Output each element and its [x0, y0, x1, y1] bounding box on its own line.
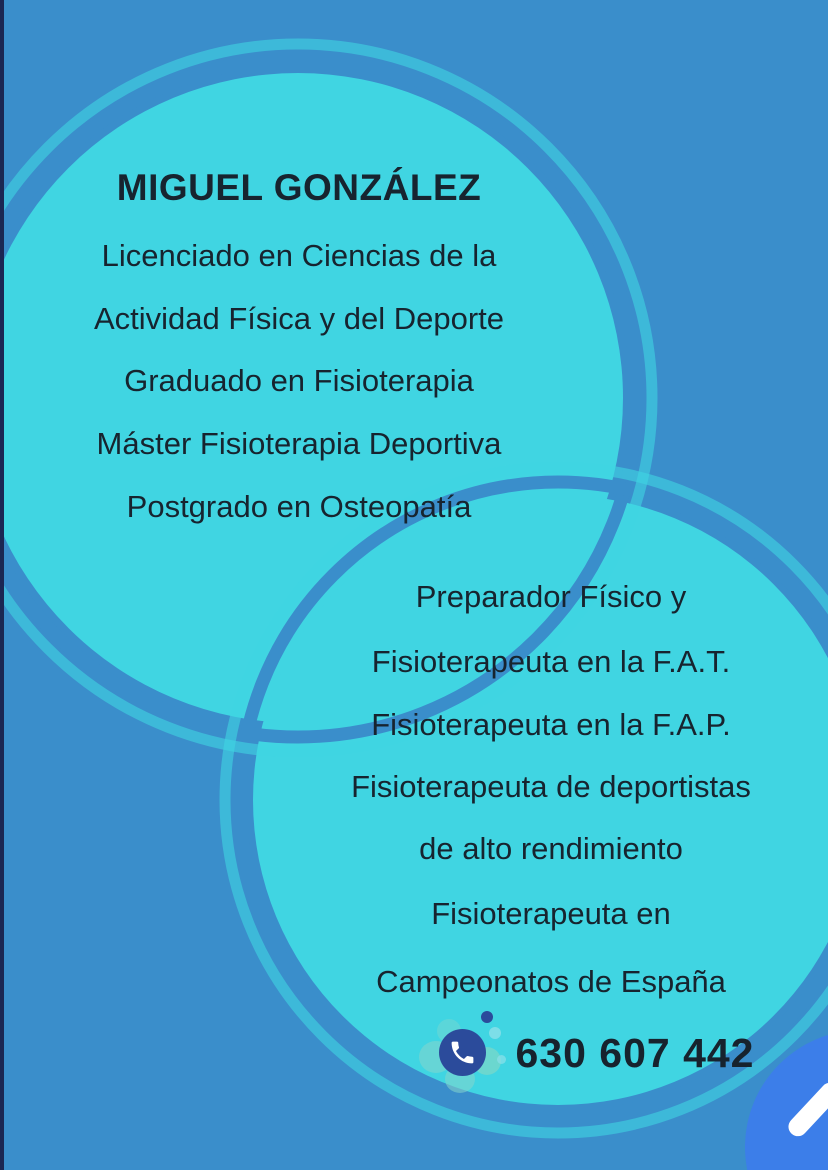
credential-line: Máster Fisioterapia Deportiva	[96, 426, 502, 461]
pencil-icon	[785, 1079, 828, 1140]
credential-line: Fisioterapeuta en la F.A.P.	[371, 707, 731, 742]
credential-line: Preparador Físico y	[415, 579, 687, 614]
decorative-dot	[489, 1027, 501, 1039]
credential-line: Graduado en Fisioterapia	[124, 363, 474, 398]
phone-handset-glyph	[448, 1038, 477, 1067]
credential-line: Fisioterapeuta de deportistas	[351, 769, 751, 804]
credential-line: Licenciado en Ciencias de la	[101, 238, 497, 273]
credential-line: Actividad Física y del Deporte	[93, 301, 505, 336]
decorative-navy-dot	[481, 1011, 493, 1023]
phone-call-icon	[413, 1003, 513, 1103]
phone-number: 630 607 442	[515, 1030, 755, 1076]
credential-line: Fisioterapeuta en	[431, 896, 671, 931]
phone-badge-circle	[439, 1029, 486, 1076]
credential-line: de alto rendimiento	[419, 831, 683, 866]
credential-line: Postgrado en Osteopatía	[126, 489, 472, 524]
credential-line: Fisioterapeuta en la F.A.T.	[371, 644, 731, 679]
person-name-heading: MIGUEL GONZÁLEZ	[116, 167, 482, 208]
credential-line: Campeonatos de España	[376, 964, 726, 999]
